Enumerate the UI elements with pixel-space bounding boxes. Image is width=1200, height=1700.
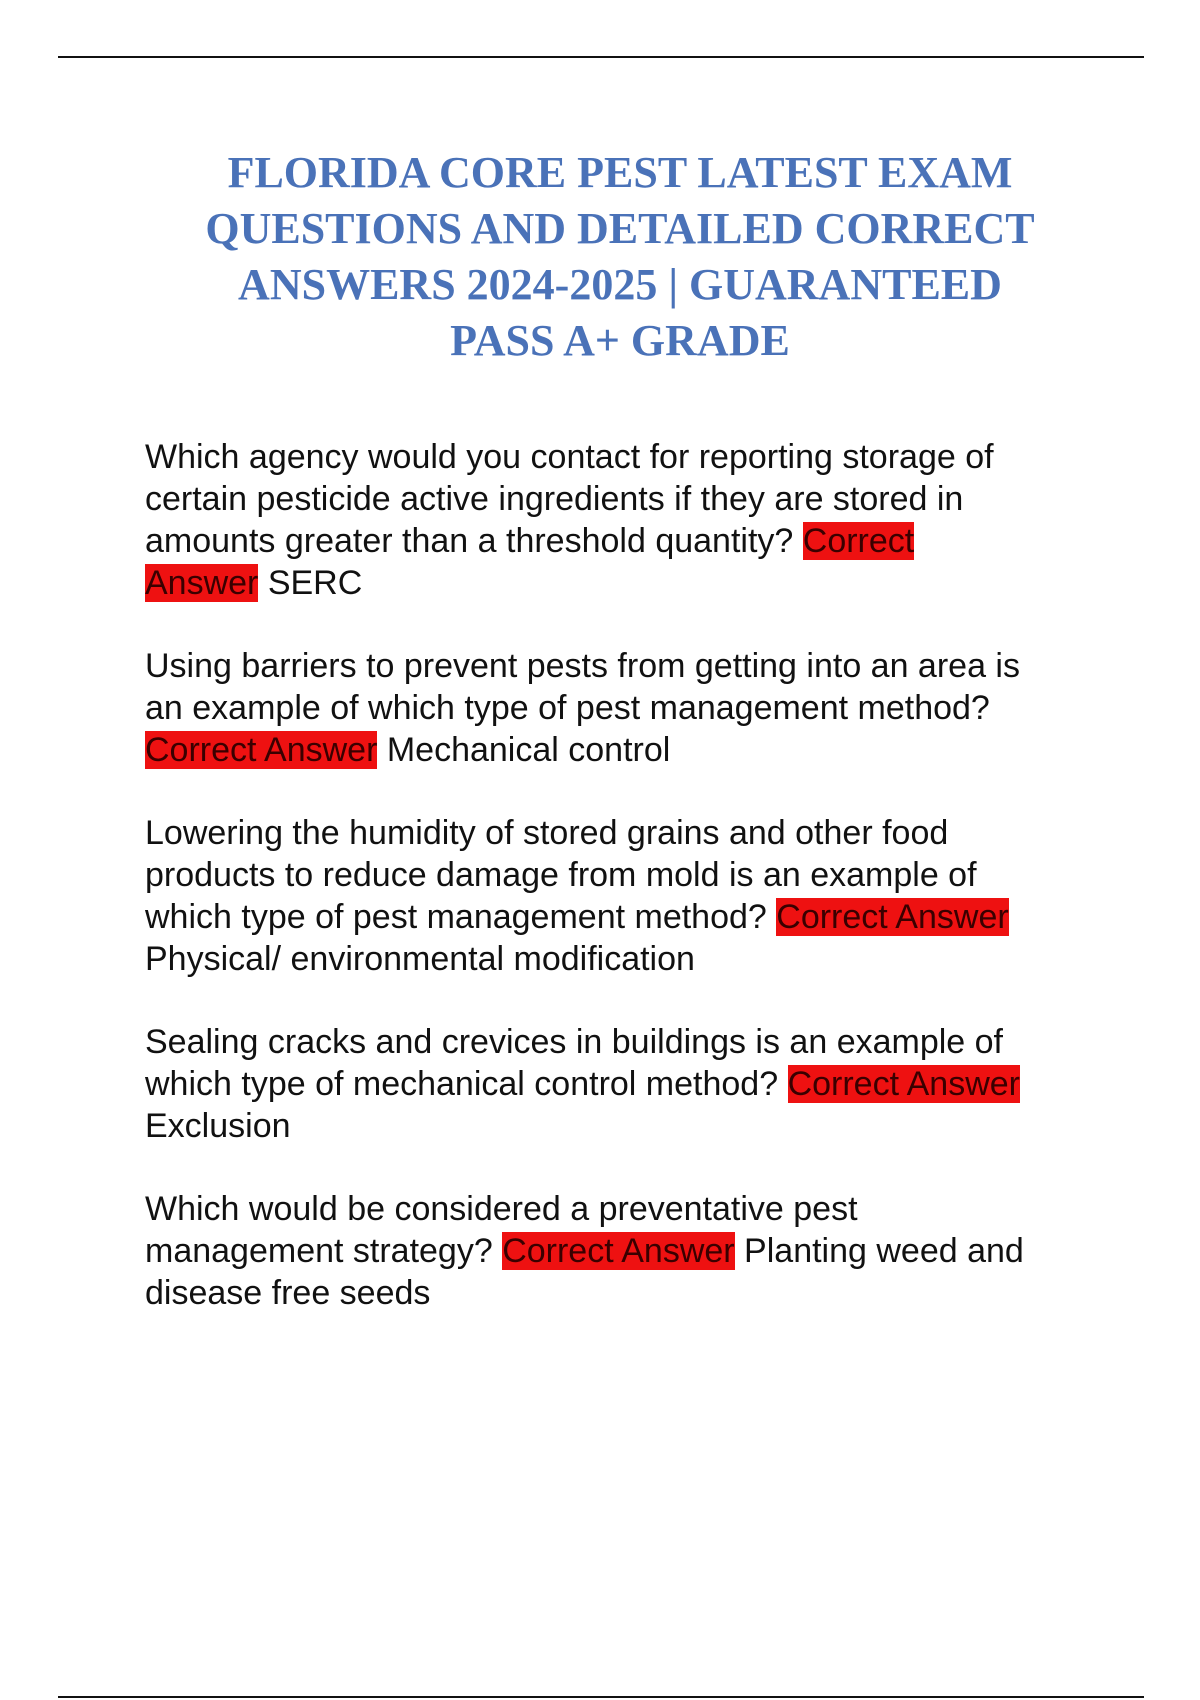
qa-text: an example of which type of pest management method? [145, 689, 990, 727]
qa-line [145, 1021, 1095, 1063]
qa-text: products to reduce damage from mold is an example of [145, 856, 977, 894]
qa-text: Physical/ environmental modification [145, 940, 695, 978]
correct-answer-label: Answer [145, 564, 259, 602]
qa-line [145, 1272, 1095, 1314]
qa-list [145, 436, 1095, 1355]
qa-item [145, 1188, 1095, 1314]
qa-item [145, 1021, 1095, 1147]
qa-line [145, 729, 1095, 771]
qa-line [145, 520, 1095, 562]
qa-line [145, 562, 1095, 604]
qa-text: certain pesticide active ingredients if they are stored in [145, 480, 964, 518]
qa-text: which type of mechanical control method? [145, 1065, 788, 1103]
qa-item [145, 812, 1095, 980]
qa-line [145, 938, 1095, 980]
qa-line [145, 645, 1095, 687]
qa-line [145, 436, 1095, 478]
correct-answer-label: Correct Answer [145, 731, 378, 769]
qa-text: Exclusion [145, 1107, 291, 1145]
qa-line [145, 478, 1095, 520]
correct-answer-label: Correct [802, 522, 915, 560]
qa-text: Using barriers to prevent pests from getting into an area is [145, 647, 1020, 685]
qa-text: which type of pest management method? [145, 898, 777, 936]
qa-line [145, 1188, 1095, 1230]
qa-line [145, 1105, 1095, 1147]
qa-text: SERC [258, 564, 363, 602]
qa-item [145, 645, 1095, 771]
qa-text: disease free seeds [145, 1274, 431, 1312]
qa-text: Mechanical control [377, 731, 671, 769]
qa-line [145, 896, 1095, 938]
correct-answer-label: Correct Answer [787, 1065, 1020, 1103]
correct-answer-label: Correct Answer [776, 898, 1009, 936]
qa-text: Which agency would you contact for reporting storage of [145, 438, 994, 476]
title-line: PASS A+ GRADE [450, 316, 790, 365]
qa-line [145, 812, 1095, 854]
qa-line [145, 1230, 1095, 1272]
correct-answer-label: Correct Answer [502, 1232, 735, 1270]
qa-line [145, 1063, 1095, 1105]
qa-item [145, 436, 1095, 604]
top-rule [58, 56, 1144, 58]
qa-text: Which would be considered a preventative pest [145, 1190, 858, 1228]
qa-text: management strategy? [145, 1232, 503, 1270]
title-line: ANSWERS 2024-2025 | GUARANTEED [238, 260, 1002, 309]
qa-line [145, 854, 1095, 896]
title-line: FLORIDA CORE PEST LATEST EXAM [227, 148, 1013, 197]
qa-text: Planting weed and [734, 1232, 1024, 1270]
qa-text: amounts greater than a threshold quantity? [145, 522, 803, 560]
qa-text: Lowering the humidity of stored grains and other food [145, 814, 949, 852]
document-title [130, 145, 1110, 369]
qa-line [145, 687, 1095, 729]
qa-text: Sealing cracks and crevices in buildings is an example of [145, 1023, 1004, 1061]
bottom-rule [58, 1696, 1144, 1698]
title-line: QUESTIONS AND DETAILED CORRECT [205, 204, 1035, 253]
